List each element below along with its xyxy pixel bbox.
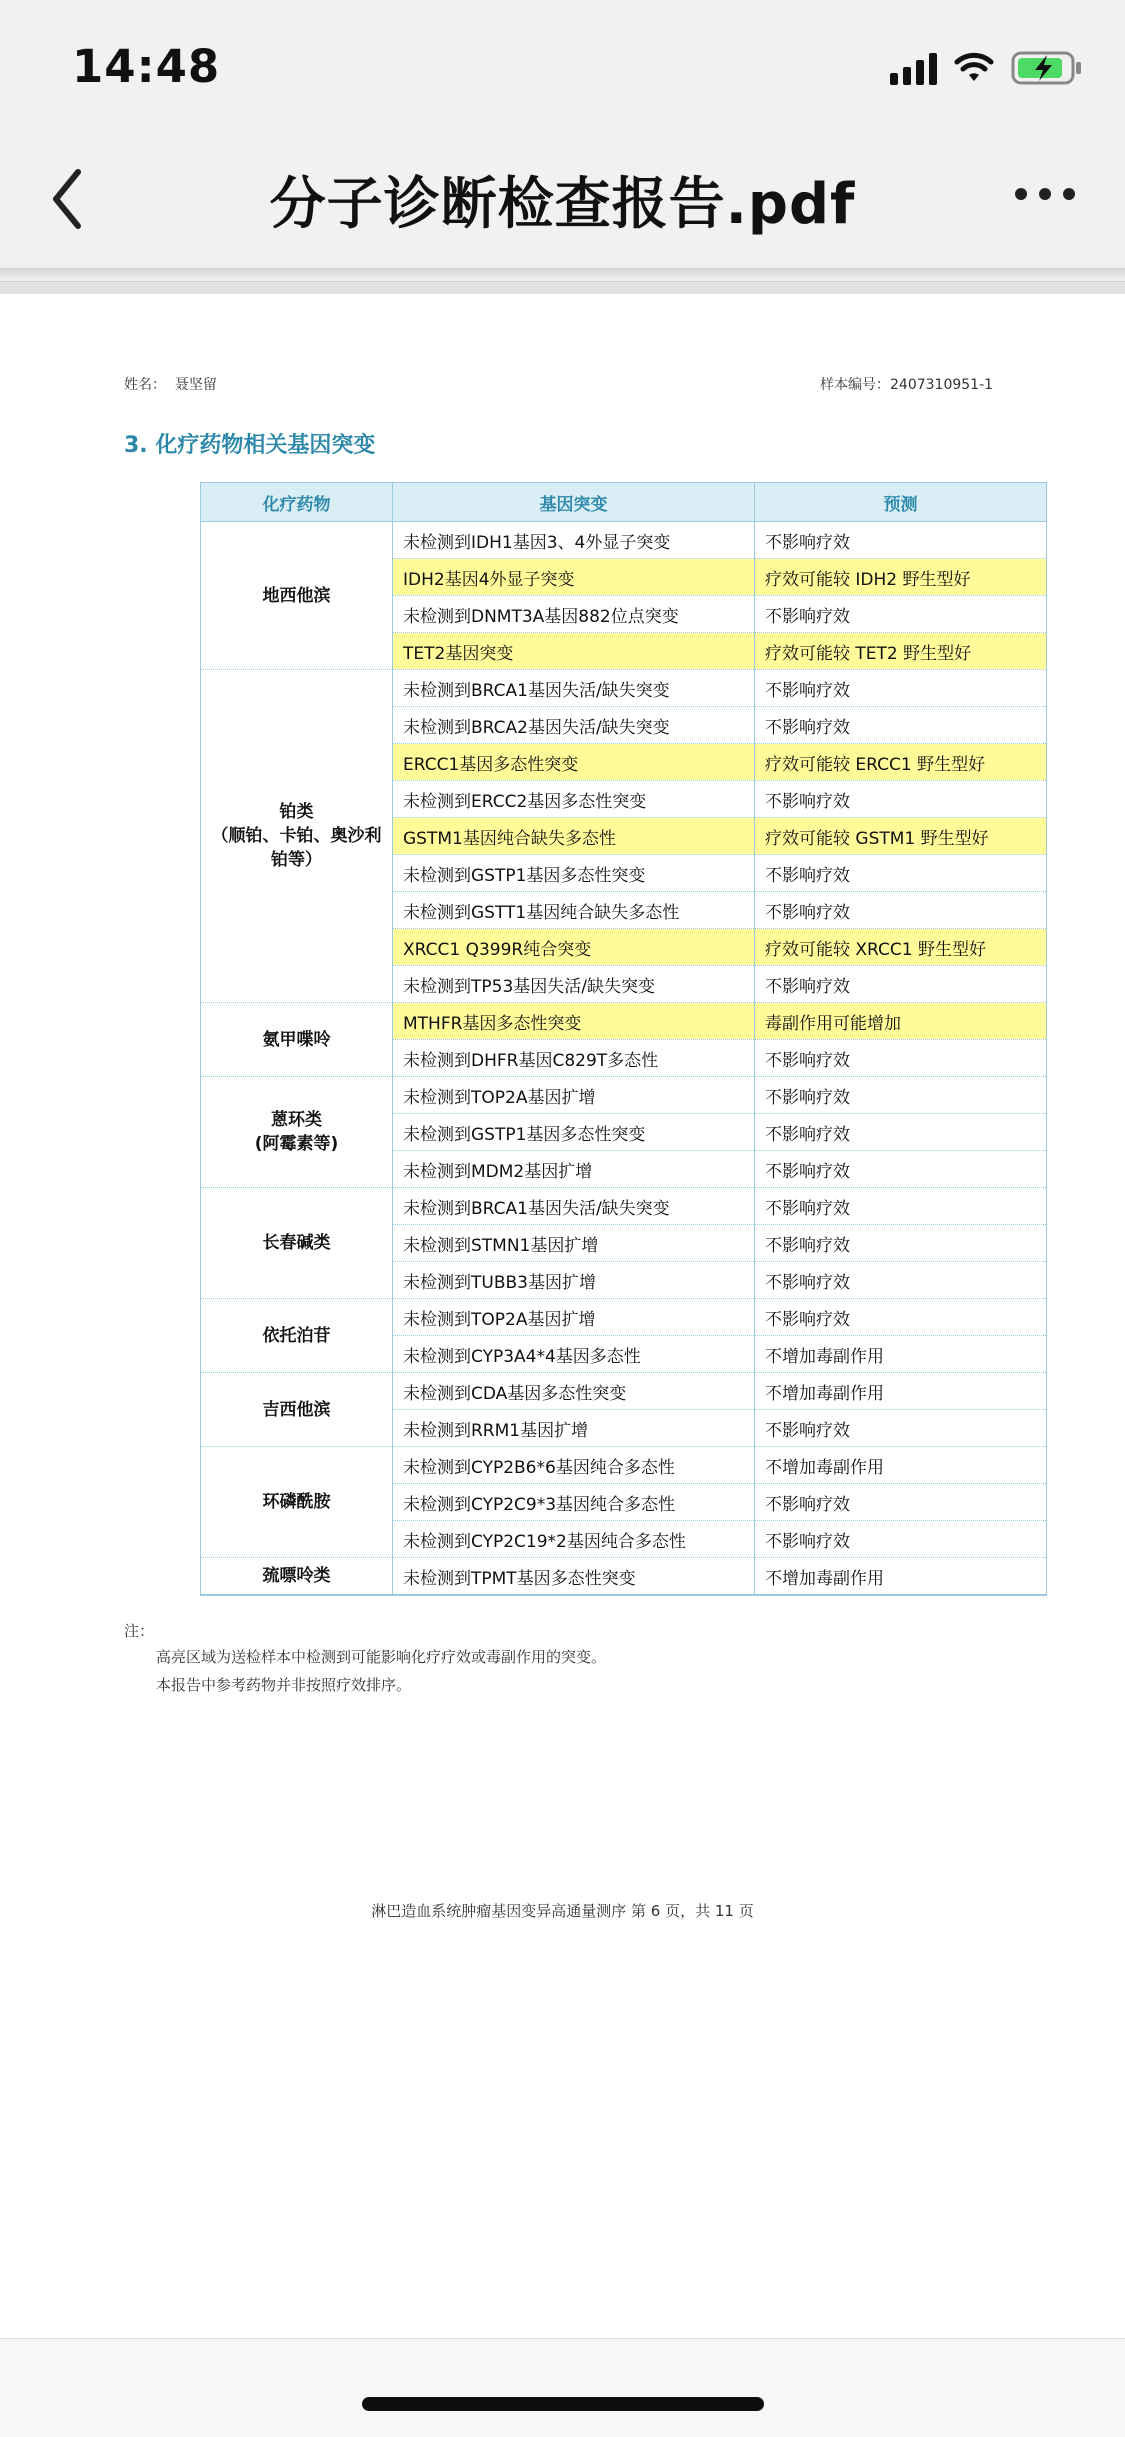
prediction-cell: 疗效可能较 ERCC1 野生型好 [755, 744, 1047, 781]
sample-label: 样本编号： [820, 377, 890, 393]
gene-cell: 未检测到GSTP1基因多态性突变 [393, 855, 755, 892]
gene-cell: 未检测到IDH1基因3、4外显子突变 [393, 522, 755, 559]
gene-cell: 未检测到CYP2C19*2基因纯合多态性 [393, 1521, 755, 1558]
table-header-row [201, 483, 1047, 522]
prediction-cell: 不影响疗效 [755, 1299, 1047, 1336]
name-label: 姓名： [124, 377, 166, 393]
drug-cell: 蒽环类 (阿霉素等) [201, 1077, 393, 1188]
gene-cell: XRCC1 Q399R纯合突变 [393, 929, 755, 966]
gene-cell: ERCC1基因多态性突变 [393, 744, 755, 781]
chemo-gene-table [200, 482, 1047, 1596]
top-bar [0, 0, 1125, 266]
wifi-icon [953, 51, 995, 85]
home-indicator[interactable] [362, 2397, 764, 2411]
table-row [201, 1447, 1047, 1484]
drug-cell: 长春碱类 [201, 1188, 393, 1299]
header-gene: 基因突变 [393, 483, 755, 522]
status-time: 14:48 [72, 40, 221, 93]
gene-cell: 未检测到BRCA1基因失活/缺失突变 [393, 1188, 755, 1225]
gene-cell: 未检测到TPMT基因多态性突变 [393, 1558, 755, 1596]
prediction-cell: 不影响疗效 [755, 1262, 1047, 1299]
table-row [201, 1003, 1047, 1040]
gene-cell: 未检测到CYP2C9*3基因纯合多态性 [393, 1484, 755, 1521]
header-drug: 化疗药物 [201, 483, 393, 522]
page-footer: 淋巴造血系统肿瘤基因变异高通量测序 第 6 页，共 11 页 [371, 1902, 754, 1920]
bottom-area [0, 2338, 1125, 2437]
gene-cell: GSTM1基因纯合缺失多态性 [393, 818, 755, 855]
gene-cell: 未检测到TP53基因失活/缺失突变 [393, 966, 755, 1003]
prediction-cell: 不影响疗效 [755, 966, 1047, 1003]
prediction-cell: 不影响疗效 [755, 892, 1047, 929]
table-row [201, 1299, 1047, 1336]
table-row [201, 522, 1047, 559]
gene-cell: 未检测到BRCA1基因失活/缺失突变 [393, 670, 755, 707]
note-line: 高亮区域为送检样本中检测到可能影响化疗疗效或毒副作用的突变。 [156, 1648, 607, 1666]
gene-cell: 未检测到STMN1基因扩增 [393, 1225, 755, 1262]
prediction-cell: 不影响疗效 [755, 1188, 1047, 1225]
gene-cell: 未检测到TOP2A基因扩增 [393, 1299, 755, 1336]
gene-cell: 未检测到TOP2A基因扩增 [393, 1077, 755, 1114]
notes-label: 注： [124, 1622, 155, 1640]
prediction-cell: 不影响疗效 [755, 1521, 1047, 1558]
divider [0, 268, 1125, 278]
prediction-cell: 不影响疗效 [755, 1484, 1047, 1521]
gene-cell: 未检测到DHFR基因C829T多态性 [393, 1040, 755, 1077]
prediction-cell: 疗效可能较 XRCC1 野生型好 [755, 929, 1047, 966]
drug-cell: 氨甲喋呤 [201, 1003, 393, 1077]
document-title: 分子诊断检查报告.pdf [269, 172, 856, 237]
prediction-cell: 疗效可能较 GSTM1 野生型好 [755, 818, 1047, 855]
gene-cell: 未检测到BRCA2基因失活/缺失突变 [393, 707, 755, 744]
prediction-cell: 不影响疗效 [755, 707, 1047, 744]
prediction-cell: 不影响疗效 [755, 522, 1047, 559]
battery-charging-icon [1011, 50, 1083, 86]
header-prediction: 预测 [755, 483, 1047, 522]
prediction-cell: 不影响疗效 [755, 596, 1047, 633]
drug-cell: 依托泊苷 [201, 1299, 393, 1373]
drug-cell: 吉西他滨 [201, 1373, 393, 1447]
prediction-cell: 不影响疗效 [755, 781, 1047, 818]
prediction-cell: 不影响疗效 [755, 1114, 1047, 1151]
table-row [201, 1373, 1047, 1410]
drug-cell: 地西他滨 [201, 522, 393, 670]
sample-value: 2407310951-1 [890, 377, 994, 393]
gene-cell: TET2基因突变 [393, 633, 755, 670]
section-title: 3. 化疗药物相关基因突变 [124, 433, 376, 458]
gene-cell: 未检测到MDM2基因扩增 [393, 1151, 755, 1188]
status-icons [890, 48, 1083, 88]
gene-cell: 未检测到TUBB3基因扩增 [393, 1262, 755, 1299]
prediction-cell: 不影响疗效 [755, 1410, 1047, 1447]
table-row [201, 1558, 1047, 1596]
gene-cell: 未检测到GSTT1基因纯合缺失多态性 [393, 892, 755, 929]
prediction-cell: 疗效可能较 IDH2 野生型好 [755, 559, 1047, 596]
gene-cell: 未检测到ERCC2基因多态性突变 [393, 781, 755, 818]
sample-id [820, 374, 993, 394]
table-row [201, 670, 1047, 707]
gene-cell: 未检测到CYP3A4*4基因多态性 [393, 1336, 755, 1373]
prediction-cell: 不增加毒副作用 [755, 1373, 1047, 1410]
gene-cell: 未检测到RRM1基因扩增 [393, 1410, 755, 1447]
drug-cell: 巯嘌呤类 [201, 1558, 393, 1596]
patient-name [124, 374, 217, 394]
prediction-cell: 疗效可能较 TET2 野生型好 [755, 633, 1047, 670]
drug-cell: 环磷酰胺 [201, 1447, 393, 1558]
prediction-cell: 不影响疗效 [755, 855, 1047, 892]
gene-cell: IDH2基因4外显子突变 [393, 559, 755, 596]
gene-cell: MTHFR基因多态性突变 [393, 1003, 755, 1040]
gene-cell: 未检测到CDA基因多态性突变 [393, 1373, 755, 1410]
prediction-cell: 不影响疗效 [755, 1077, 1047, 1114]
prediction-cell: 不影响疗效 [755, 1040, 1047, 1077]
divider [0, 281, 1125, 294]
prediction-cell: 不影响疗效 [755, 1151, 1047, 1188]
prediction-cell: 不增加毒副作用 [755, 1336, 1047, 1373]
gene-cell: 未检测到GSTP1基因多态性突变 [393, 1114, 755, 1151]
note-line: 本报告中参考药物并非按照疗效排序。 [156, 1676, 412, 1694]
drug-cell: 铂类 （顺铂、卡铂、奥沙利铂等） [201, 670, 393, 1003]
gene-cell: 未检测到CYP2B6*6基因纯合多态性 [393, 1447, 755, 1484]
prediction-cell: 不增加毒副作用 [755, 1447, 1047, 1484]
cellular-signal-icon [890, 51, 937, 85]
more-options-icon[interactable] [1015, 188, 1075, 200]
table-row [201, 1188, 1047, 1225]
gene-cell: 未检测到DNMT3A基因882位点突变 [393, 596, 755, 633]
prediction-cell: 不影响疗效 [755, 670, 1047, 707]
prediction-cell: 不影响疗效 [755, 1225, 1047, 1262]
name-value: 聂坚留 [174, 377, 217, 393]
prediction-cell: 毒副作用可能增加 [755, 1003, 1047, 1040]
table-row [201, 1077, 1047, 1114]
prediction-cell: 不增加毒副作用 [755, 1558, 1047, 1596]
